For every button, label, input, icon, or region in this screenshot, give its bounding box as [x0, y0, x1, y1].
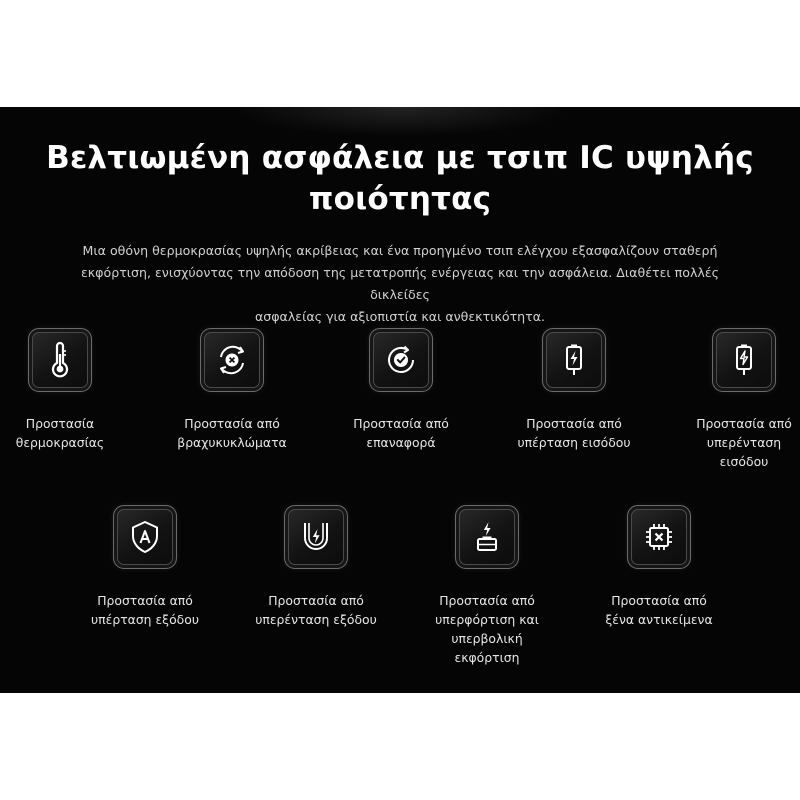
- feature-input-overcurrent-protection: [654, 328, 800, 471]
- feature-label: Προστασία από υπέρταση εισόδου: [517, 416, 631, 450]
- chip-foreign-object-icon: [639, 517, 679, 557]
- feature-label: Προστασία από ξένα αντικείμενα: [605, 593, 713, 627]
- overcharge-icon-box: [455, 505, 519, 569]
- feature-label: Προστασία από υπερένταση εισόδου: [696, 416, 792, 469]
- output-overcurrent-icon-box: [284, 505, 348, 569]
- foreign-object-icon-box: [627, 505, 691, 569]
- output-overvoltage-icon-box: [113, 505, 177, 569]
- shield-a-icon: [125, 517, 165, 557]
- feature-label: Προστασία από υπερένταση εξόδου: [255, 593, 377, 627]
- description-line-2: εκφόρτιση, ενισχύοντας την απόδοση της μετατροπής ενέργειας και την ασφάλεια. Διαθέτει πολλές δικλείδες: [80, 265, 720, 302]
- battery-overvoltage-icon: [554, 340, 594, 380]
- feature-label: Προστασία από υπέρταση εξόδου: [91, 593, 199, 627]
- battery-overcurrent-icon: [724, 340, 764, 380]
- feature-input-overvoltage-protection: [484, 328, 664, 452]
- feature-foreign-object-protection: [569, 505, 749, 629]
- feature-output-overvoltage-protection: [55, 505, 235, 629]
- feature-label: Προστασία από επαναφορά: [353, 416, 449, 450]
- page-title: [40, 138, 760, 220]
- charger-overload-icon: [467, 517, 507, 557]
- input-overvoltage-icon-box: [542, 328, 606, 392]
- feature-temperature-protection: [0, 328, 150, 452]
- feature-label: Προστασία από βραχυκυκλώματα: [177, 416, 287, 450]
- short-circuit-icon: [212, 340, 252, 380]
- description-line-3: ασφαλείας για αξιοπιστία και ανθεκτικότητα.: [254, 309, 546, 324]
- short-circuit-icon-box: [200, 328, 264, 392]
- input-overcurrent-icon-box: [712, 328, 776, 392]
- top-glow-decoration: [230, 107, 570, 137]
- magnet-bolt-icon: [296, 517, 336, 557]
- feature-overcharge-discharge-protection: [397, 505, 577, 667]
- temperature-icon-box: [28, 328, 92, 392]
- feature-output-overcurrent-protection: [226, 505, 406, 629]
- feature-label: Προστασία θερμοκρασίας: [15, 416, 105, 450]
- title-line-1: Βελτιωμένη ασφάλεια με τσιπ IC υψηλής: [46, 140, 754, 176]
- feature-short-circuit-protection: [142, 328, 322, 452]
- reset-check-icon: [381, 340, 421, 380]
- title-line-2: ποιότητας: [308, 181, 492, 217]
- feature-reset-protection: [311, 328, 491, 452]
- description-line-1: Μια οθόνη θερμοκρασίας υψηλής ακρίβειας και ένα προηγμένο τσιπ ελέγχου εξασφαλίζουν σταθερή: [82, 243, 718, 258]
- description: [55, 240, 745, 328]
- safety-features-banner: [0, 107, 800, 693]
- feature-label: Προστασία από υπερφόρτιση και υπερβολική εκφόρτιση: [435, 593, 539, 665]
- reset-icon-box: [369, 328, 433, 392]
- thermometer-icon: [40, 340, 80, 380]
